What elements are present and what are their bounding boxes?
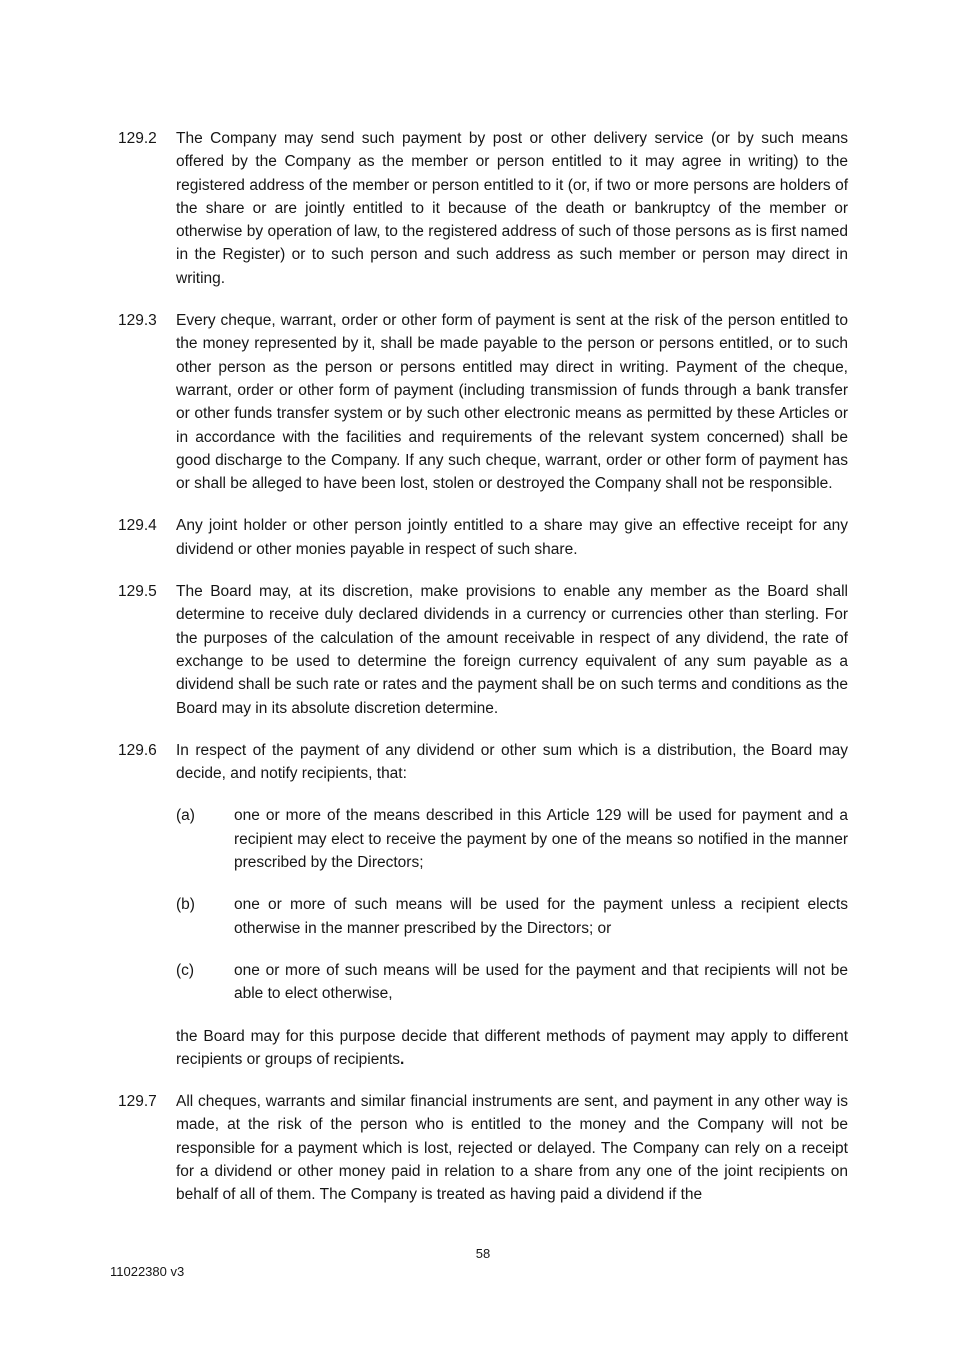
paragraph-text: The Board may, at its discretion, make provisions to enable any member as the Board shall determine to receive duly declared dividends in a currency or currencies other than sterling. For the purposes of the calculation of the amount receivable in respect of any dividend, the rate of exchange to be used to determine the foreign currency equivalent of any sum payable as a dividend shall be such rate or rates and the payment shall be on such terms and conditions as the Board may in its absolute discretion determine. [176,583,848,717]
continuation-bold-period: . [400,1050,405,1068]
subclause-letter: (a) [176,807,195,825]
document-reference: 11022380 v3 [110,1264,185,1279]
paragraph-text: The Company may send such payment by post or other delivery service (or by such means offered by the Company as the member or person entitled to it may agree in writing) to the registered address of the member or person entitled to it (or, if two or more persons are holders of the share or are jointly entitled to it because of the death or bankruptcy of the member or otherwise by operation of law, to the registered address of such of those persons as is first named in the Register) or to such person and such address as such member or person may direct in writing. [176,130,848,287]
numbered-paragraph [118,580,848,720]
lettered-subclause [176,893,848,940]
subclause-letter: (b) [176,896,195,914]
numbered-paragraph [118,514,848,561]
paragraph-text: All cheques, warrants and similar financial instruments are sent, and payment in any other way is made, at the risk of the person who is entitled to the money and the Company will not be responsible for a payment which is lost, rejected or delayed. The Company can rely on a receipt for a dividend or other money paid in relation to a share from any one of the joint recipients on behalf of all of them. The Company is treated as having paid a dividend if the [176,1093,848,1204]
paragraph-text: Any joint holder or other person jointly entitled to a share may give an effective receipt for any dividend or other monies payable in respect of such share. [176,517,848,558]
paragraph-body [176,309,848,495]
numbered-paragraph [118,127,848,290]
numbered-paragraph [118,1090,848,1206]
subclause-text: one or more of such means will be used for the payment and that recipients will not be able to elect otherwise, [234,961,848,1003]
paragraph-text: Every cheque, warrant, order or other form of payment is sent at the risk of the person entitled to the money represented by it, shall be made payable to the person or persons entitled, or to such other person as the person or persons entitled may direct in writing. Payment of the cheque, warrant, order or other form of payment (including transmission of funds through a bank transfer or other funds transfer system or by such other electronic means as permitted by these Articles or in accordance with the facilities and requirements of the relevant system concerned) shall be good discharge to the Company. If any such cheque, warrant, order or other form of payment has or shall be alleged to have been lost, stolen or destroyed the Company shall not be responsible. [176,312,848,493]
paragraph-number: 129.2 [118,130,157,147]
paragraph-body [176,739,848,1071]
document-body [118,127,848,1226]
paragraph-continuation [176,1025,848,1072]
subclause-text: one or more of such means will be used for the payment unless a recipient elects otherwise in the manner prescribed by the Directors; or [234,896,848,937]
paragraph-text: In respect of the payment of any dividend or other sum which is a distribution, the Board may decide, and notify recipients, that: [176,741,848,783]
paragraph-body [176,127,848,290]
subclause-letter: (c) [176,961,195,979]
paragraph-number: 129.6 [118,741,157,759]
numbered-paragraph [118,739,848,1071]
continuation-text: the Board may for this purpose decide that different methods of payment may apply to different recipients or groups of recipients [176,1027,848,1068]
paragraph-number: 129.5 [118,583,157,601]
paragraph-body [176,580,848,720]
paragraph-number: 129.4 [118,517,157,535]
numbered-paragraph [118,309,848,495]
paragraph-body [176,514,848,561]
lettered-subclause [176,804,848,874]
page-number: 58 [475,1246,491,1261]
subclause-text: one or more of the means described in this Article 129 will be used for payment and a recipient may elect to receive the payment by one of the means so notified in the manner prescribed by the Directors; [234,807,848,872]
paragraph-number: 129.7 [118,1093,157,1111]
paragraph-number: 129.3 [118,312,157,330]
paragraph-body [176,1090,848,1206]
lettered-subclause [176,959,848,1006]
